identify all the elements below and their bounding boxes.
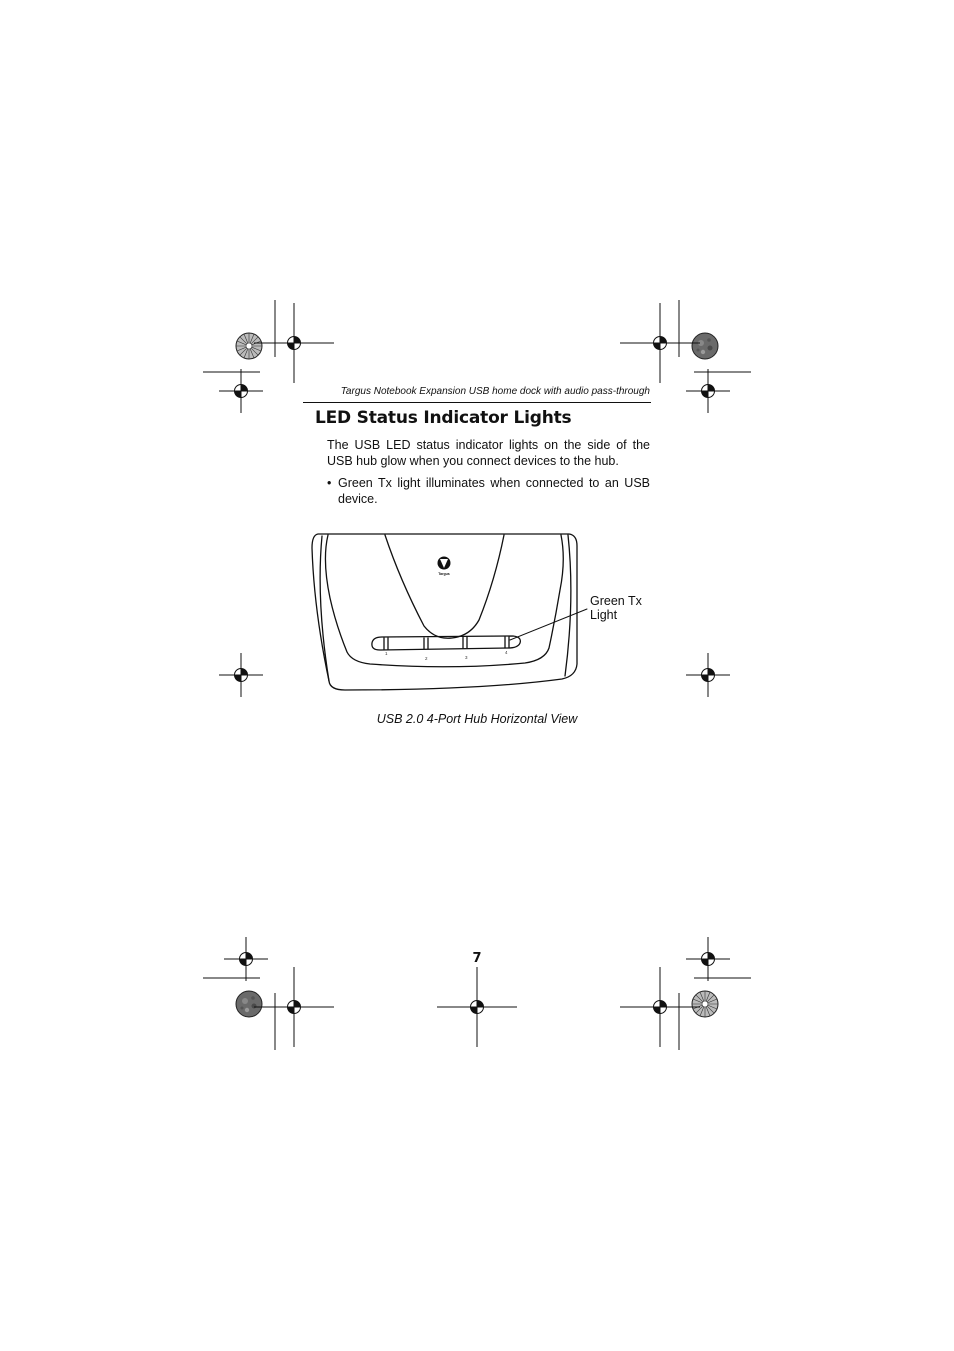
port-number-1: 1 (385, 651, 388, 656)
callout-leader (510, 609, 587, 640)
figure-caption: USB 2.0 4-Port Hub Horizontal View (376, 712, 578, 726)
port-number-4: 4 (505, 650, 508, 655)
callout-line-2: Light (590, 608, 618, 622)
section-heading: LED Status Indicator Lights (315, 408, 572, 428)
hub-top-surface (325, 535, 563, 667)
bullet-marker: • (327, 476, 332, 490)
body-paragraph: The USB LED status indicator lights on the side of the USB hub glow when you connect devices to the hub. (327, 438, 650, 468)
targus-logo-icon (438, 557, 451, 577)
bullet-text: Green Tx light illuminates when connected to an USB device. (338, 476, 650, 506)
port-number-2: 2 (425, 656, 428, 661)
callout-line-1: Green Tx (590, 594, 642, 608)
running-header: Targus Notebook Expansion USB home dock with audio pass-through (340, 386, 650, 397)
page-number: 7 (472, 951, 482, 966)
port-number-3: 3 (465, 655, 468, 660)
logo-wordmark: Targus (438, 572, 450, 576)
hub-center-panel (385, 535, 504, 638)
green-tx-callout (590, 594, 670, 622)
